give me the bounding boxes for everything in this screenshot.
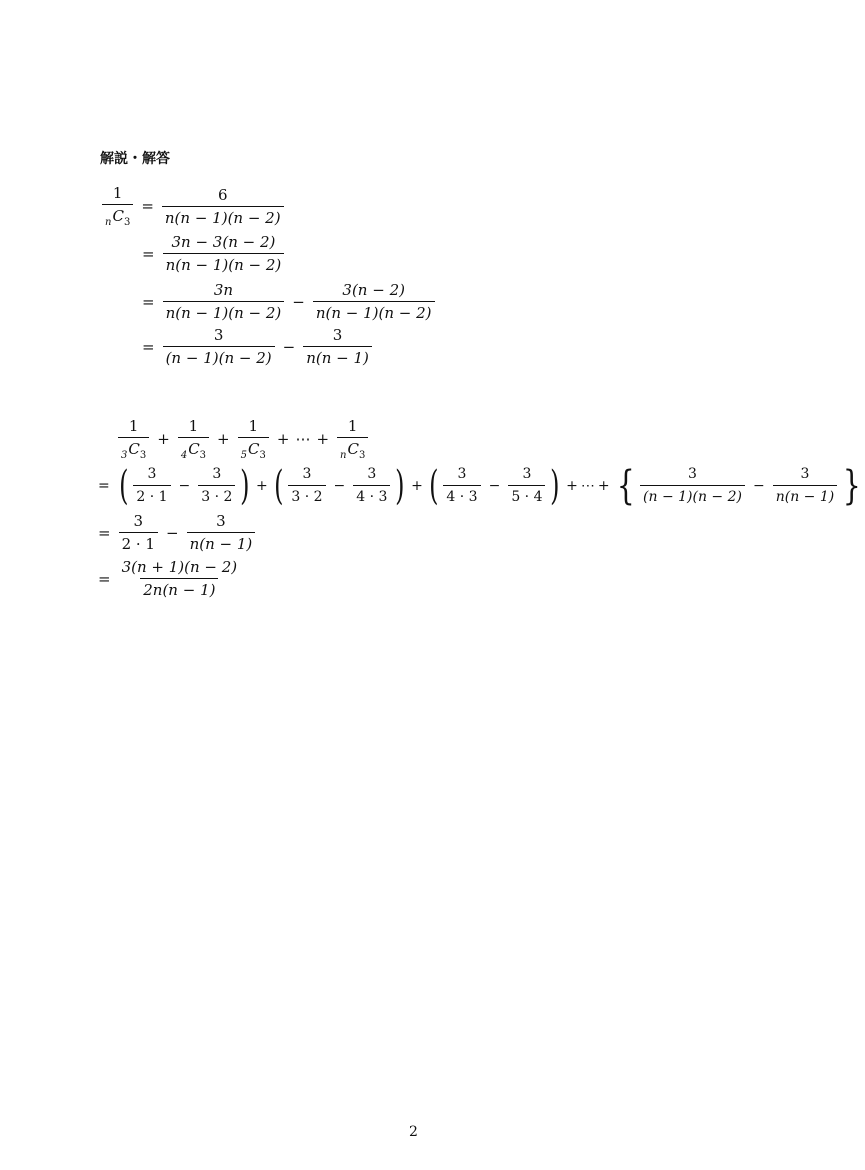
eq2-line-2: = ( $\frac{3}{2 \cdot 1}$ − $\frac{3}{3 \cdot 2}$ ) + ( $\frac{3}{3 \cdot 2}$ − $\frac{3}{4 \cdot 3}$ ) + ( $\frac{3}{4 \cdot 3}$ − $\frac{3}{5 \cdot 4}$ ) + ⋯ + { $\frac{3}{(n - 1)(n - 2)}$ − $\frac{3}{n(n - 1)}$ }: [98, 462, 861, 509]
page-number: 2: [409, 1124, 418, 1140]
fraction: $\frac{3n}{n(n - 1)(n - 2)}$: [163, 281, 285, 322]
fraction: $\frac{3(n - 2)}{n(n - 1)(n - 2)}$: [313, 281, 435, 322]
fraction: $\frac{1}{_nC_3}$: [337, 417, 368, 461]
eq2-line-3: = $\frac{3}{2 \cdot 1}$ − $\frac{3}{n(n - 1)}$: [98, 512, 257, 553]
fraction: $\frac{6}{n(n - 1)(n - 2)}$: [162, 186, 284, 227]
fraction: $\frac{1}{_4C_3}$: [178, 417, 209, 461]
fraction: $\frac{3}{(n - 1)(n - 2)}$: [163, 326, 275, 367]
fraction: $\frac{1}{_nC_3}$: [102, 184, 133, 228]
fraction: $\frac{1}{_3C_3}$: [118, 417, 149, 461]
eq2-line-4: = $\frac{3(n + 1)(n - 2)}{2n(n - 1)}$: [98, 558, 238, 599]
eq1-line-4: = $\frac{3}{(n - 1)(n - 2)}$ − $\frac{3}{n(n - 1)}$: [136, 326, 374, 367]
fraction: $\frac{3}{n(n - 1)}$: [303, 326, 372, 367]
fraction: $\frac{3n - 3(n - 2)}{n(n - 1)(n - 2)}$: [163, 233, 285, 274]
eq2-line-1: $\frac{1}{_3C_3}$ + $\frac{1}{_4C_3}$ + $\frac{1}{_5C_3}$ + ⋯ + $\frac{1}{_nC_3}$: [116, 417, 370, 461]
fraction: $\frac{1}{_5C_3}$: [238, 417, 269, 461]
eq1-line-3: = $\frac{3n}{n(n - 1)(n - 2)}$ − $\frac{3(n - 2)}{n(n - 1)(n - 2)}$: [136, 281, 437, 322]
section-heading: 解説・解答: [100, 151, 170, 167]
eq1-line-1: $\frac{1}{_nC_3}$ = $\frac{6}{n(n - 1)(n - 2)}$: [100, 184, 286, 228]
eq1-line-2: = $\frac{3n - 3(n - 2)}{n(n - 1)(n - 2)}$: [136, 233, 286, 274]
